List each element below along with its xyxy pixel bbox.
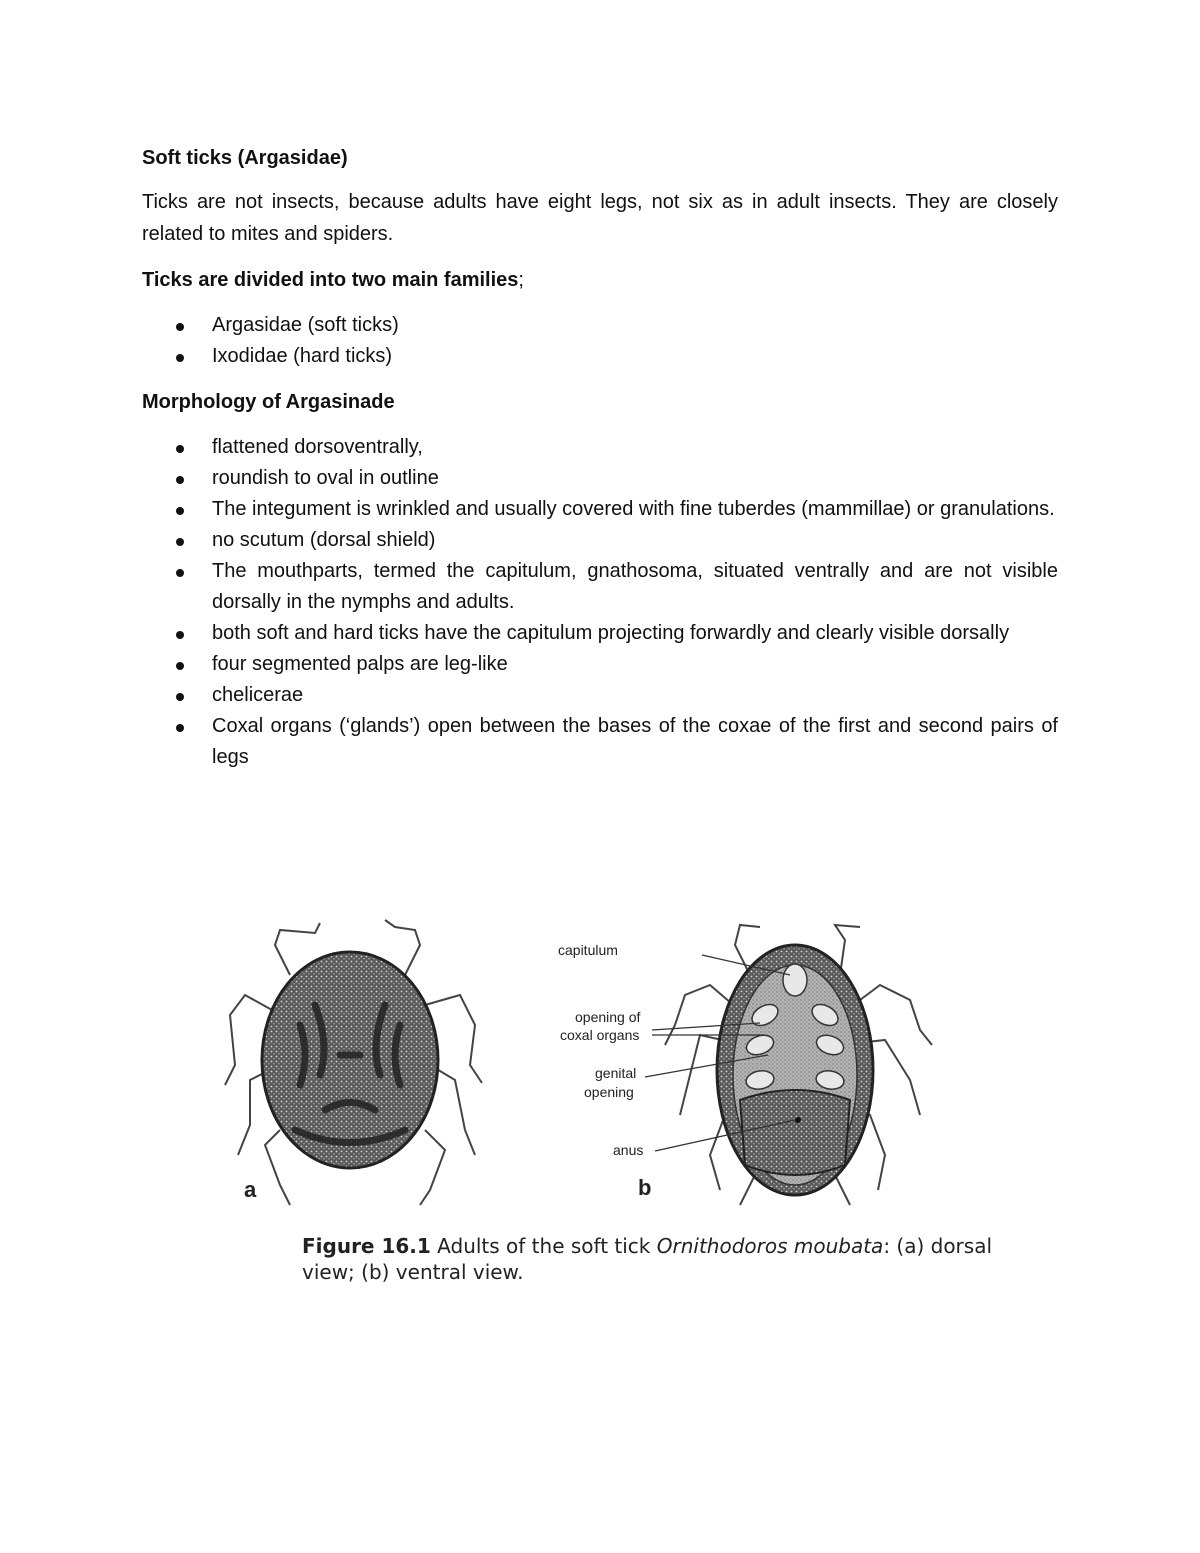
annotation-capitulum: capitulum [558, 942, 618, 958]
list-item: flattened dorsoventrally, [142, 432, 1058, 463]
panel-a-label: a [244, 1177, 257, 1202]
families-list [142, 310, 1058, 372]
list-item: The integument is wrinkled and usually covered with fine tuberdes (mammillae) or granulations. [142, 494, 1058, 525]
annotation-genital-line2: opening [584, 1084, 634, 1100]
list-item: chelicerae [142, 680, 1058, 711]
families-heading-line [142, 264, 1058, 296]
caption-number: Figure 16.1 [302, 1234, 431, 1258]
list-item: no scutum (dorsal shield) [142, 525, 1058, 556]
list-item: The mouthparts, termed the capitulum, gnathosoma, situated ventrally and are not visible dorsally in the nymphs and adults. [142, 556, 1058, 618]
list-item: both soft and hard ticks have the capitulum projecting forwardly and clearly visible dorsally [142, 618, 1058, 649]
list-item: roundish to oval in outline [142, 463, 1058, 494]
bullet-icon [176, 662, 184, 670]
document-body [142, 142, 1058, 773]
caption-prefix: Adults of the soft tick [430, 1234, 657, 1258]
list-item: Coxal organs (‘glands’) open between the bases of the coxae of the first and second pairs of legs [142, 711, 1058, 773]
list-item: four segmented palps are leg-like [142, 649, 1058, 680]
panel-b-label: b [638, 1175, 652, 1200]
annotation-genital-line1: genital [595, 1065, 637, 1081]
bullet-icon [176, 538, 184, 546]
morphology-list [142, 432, 1058, 773]
annotation-coxal-line1: opening of [575, 1009, 641, 1025]
bullet-icon [176, 724, 184, 732]
section-title: Soft ticks (Argasidae) [142, 147, 348, 169]
intro-paragraph: Ticks are not insects, because adults have eight legs, not six as in adult insects. They are closely related to mites and spiders. [142, 191, 1058, 245]
bullet-icon [176, 507, 184, 515]
dorsal-body [262, 952, 438, 1168]
families-heading: Ticks are divided into two main families [142, 269, 519, 291]
families-heading-suffix: ; [518, 269, 524, 291]
bullet-icon [176, 354, 184, 362]
anus-mark [795, 1117, 801, 1123]
caption-suffix: : (a) dorsal view; (b) ventral view. [302, 1234, 993, 1284]
bullet-icon [176, 693, 184, 701]
bullet-icon [176, 569, 184, 577]
figure-caption [302, 1233, 1002, 1285]
bullet-icon [176, 445, 184, 453]
bullet-icon [176, 476, 184, 484]
ventral-posterior [740, 1090, 850, 1175]
bullet-icon [176, 631, 184, 639]
list-item: Ixodidae (hard ticks) [142, 341, 1058, 372]
list-item: Argasidae (soft ticks) [142, 310, 1058, 341]
morphology-heading: Morphology of Argasinade [142, 391, 395, 413]
annotation-anus: anus [613, 1142, 644, 1158]
annotation-coxal-line2: coxal organs [560, 1027, 640, 1043]
caption-species: Ornithodoros moubata [656, 1234, 884, 1258]
bullet-icon [176, 323, 184, 331]
tick-illustration [220, 915, 980, 1225]
